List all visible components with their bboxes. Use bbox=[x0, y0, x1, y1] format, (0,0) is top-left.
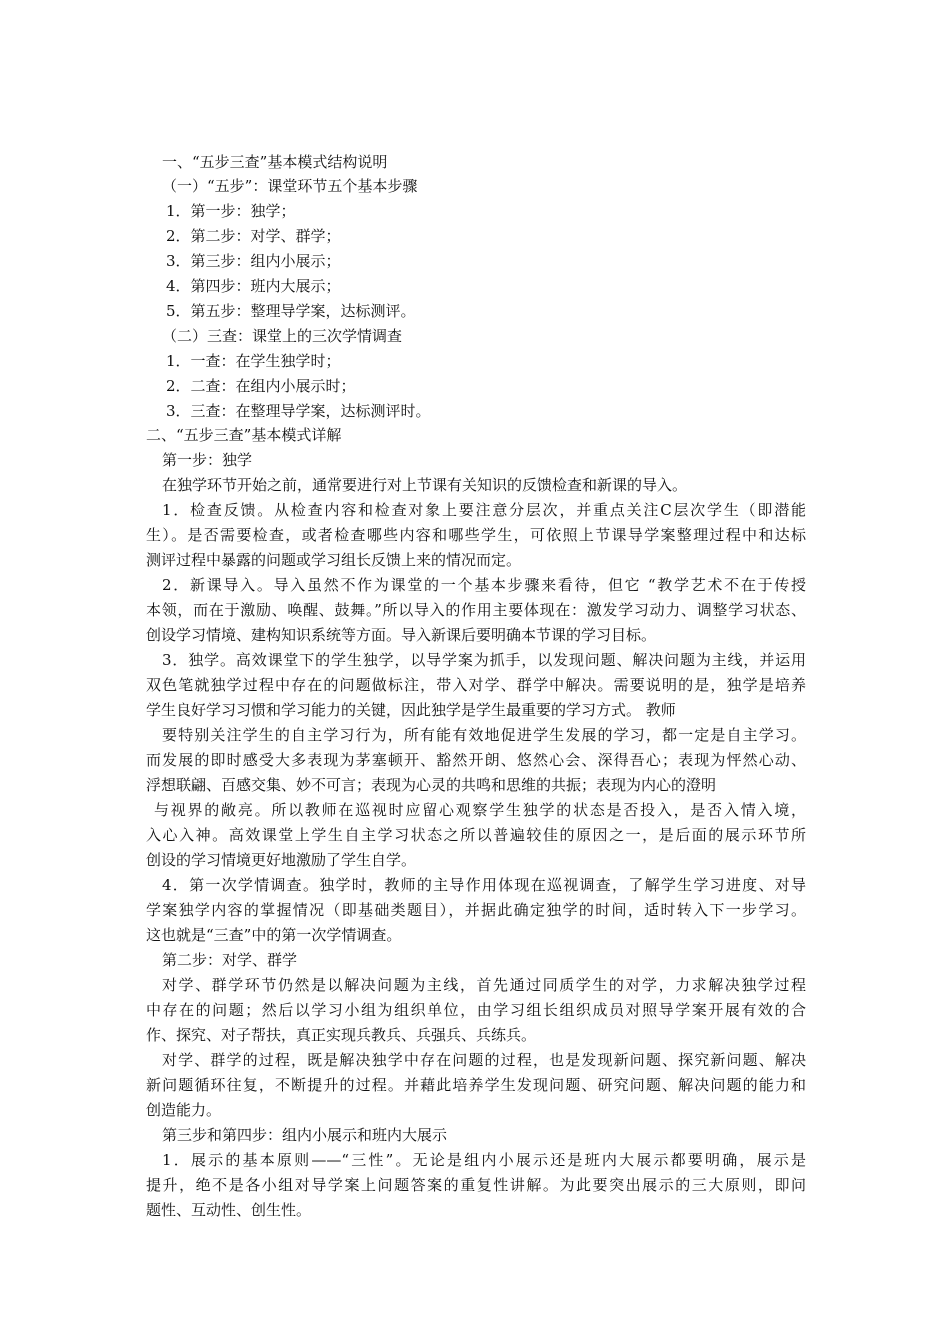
subsection-heading-five-steps: （一）“五步”：课堂环节五个基本步骤 bbox=[162, 177, 418, 195]
paragraph-line: 中存在的问题；然后以学习小组为组织单位，由学习组长组织成员对照导学案开展有效的合 bbox=[146, 1001, 806, 1019]
paragraph-line: 新问题循环往复，不断提升的过程。并藉此培养学生发现问题、研究问题、解决问题的能力和 bbox=[146, 1076, 806, 1094]
list-item: 2．二查：在组内小展示时； bbox=[166, 377, 356, 395]
section-heading-2: 二、“五步三查”基本模式详解 bbox=[146, 426, 342, 444]
paragraph-line: 2．新课导入。导入虽然不作为课堂的一个基本步骤来看待，但它 “教学艺术不在于传授 bbox=[162, 576, 806, 594]
paragraph-line: 题性、互动性、创生性。 bbox=[146, 1201, 312, 1219]
paragraph-line: 本领，而在于激励、唤醒、鼓舞。”所以导入的作用主要体现在：激发学习动力、调整学习状态、 bbox=[146, 601, 806, 619]
paragraph-line: 这也就是“三查”中的第一次学情调查。 bbox=[146, 926, 402, 944]
paragraph-line: 要特别关注学生的自主学习行为，所有能有效地促进学生发展的学习，都一定是自主学习。 bbox=[162, 726, 806, 744]
paragraph-line: 创设学习情境、建构知识系统等方面。导入新课后要明确本节课的学习目标。 bbox=[146, 626, 657, 644]
list-item: 1．一查：在学生独学时； bbox=[166, 352, 341, 370]
paragraph-line: 创设的学习情境更好地激励了学生自学。 bbox=[146, 851, 417, 869]
paragraph-line: 学生良好学习习惯和学习能力的关键，因此独学是学生最重要的学习方式。 教师 bbox=[146, 701, 676, 719]
paragraph-line: 生）。是否需要检查，或者检查哪些内容和哪些学生，可依照上节课导学案整理过程中和达标 bbox=[146, 526, 806, 544]
list-item: 3．三查：在整理导学案，达标测评时。 bbox=[166, 402, 431, 420]
paragraph-line: 对学、群学环节仍然是以解决问题为主线，首先通过同质学生的对学，力求解决独学过程 bbox=[162, 976, 806, 994]
paragraph-line: 而发展的即时感受大多表现为茅塞顿开、豁然开朗、悠然心会、深得吾心；表现为怦然心动、 bbox=[146, 751, 806, 769]
paragraph-line: 对学、群学的过程，既是解决独学中存在问题的过程，也是发现新问题、探究新问题、解决 bbox=[162, 1051, 806, 1069]
paragraph-line: 创造能力。 bbox=[146, 1101, 222, 1119]
list-item: 5．第五步：整理导学案，达标测评。 bbox=[166, 302, 416, 320]
paragraph-line: 1．检查反馈。从检查内容和检查对象上要注意分层次，并重点关注C层次学生（即潜能 bbox=[162, 501, 806, 519]
paragraph-line: 作、探究、对子帮扶，真正实现兵教兵、兵强兵、兵练兵。 bbox=[146, 1026, 537, 1044]
paragraph-line: 3．独学。高效课堂下的学生独学，以导学案为抓手，以发现问题、解决问题为主线，并运用 bbox=[162, 651, 806, 669]
list-item: 1．第一步：独学； bbox=[166, 202, 296, 220]
subsection-heading-three-checks: （二）三查：课堂上的三次学情调查 bbox=[162, 327, 403, 345]
paragraph-line: 浮想联翩、百感交集、妙不可言；表现为心灵的共鸣和思维的共振；表现为内心的澄明 bbox=[146, 776, 717, 794]
paragraph-line: 与视界的敞亮。所以教师在巡视时应留心观察学生独学的状态是否投入，是否入情入境， bbox=[154, 801, 806, 819]
step-heading-2: 第二步：对学、群学 bbox=[162, 951, 298, 969]
paragraph-line: 入心入神。高效课堂上学生自主学习状态之所以普遍较佳的原因之一，是后面的展示环节所 bbox=[146, 826, 806, 844]
paragraph-line: 双色笔就独学过程中存在的问题做标注，带入对学、群学中解决。需要说明的是，独学是培养 bbox=[146, 676, 806, 694]
list-item: 3．第三步：组内小展示； bbox=[166, 252, 341, 270]
paragraph-line: 提升，绝不是各小组对导学案上问题答案的重复性讲解。为此要突出展示的三大原则，即问 bbox=[146, 1176, 806, 1194]
paragraph-line: 测评过程中暴露的问题或学习组长反馈上来的情况而定。 bbox=[146, 551, 522, 569]
paragraph-line: 在独学环节开始之前，通常要进行对上节课有关知识的反馈检查和新课的导入。 bbox=[162, 476, 688, 494]
section-heading-1: 一、“五步三查”基本模式结构说明 bbox=[162, 153, 388, 171]
list-item: 2．第二步：对学、群学； bbox=[166, 227, 341, 245]
step-heading-3-4: 第三步和第四步：组内小展示和班内大展示 bbox=[162, 1126, 448, 1144]
list-item: 4．第四步：班内大展示； bbox=[166, 277, 341, 295]
step-heading-1: 第一步：独学 bbox=[162, 451, 253, 469]
paragraph-line: 学案独学内容的掌握情况（即基础类题目），并据此确定独学的时间，适时转入下一步学习。 bbox=[146, 901, 806, 919]
paragraph-line: 4．第一次学情调查。独学时，教师的主导作用体现在巡视调查，了解学生学习进度、对导 bbox=[162, 876, 806, 894]
paragraph-line: 1．展示的基本原则——“三性”。无论是组内小展示还是班内大展示都要明确，展示是 bbox=[162, 1151, 806, 1169]
